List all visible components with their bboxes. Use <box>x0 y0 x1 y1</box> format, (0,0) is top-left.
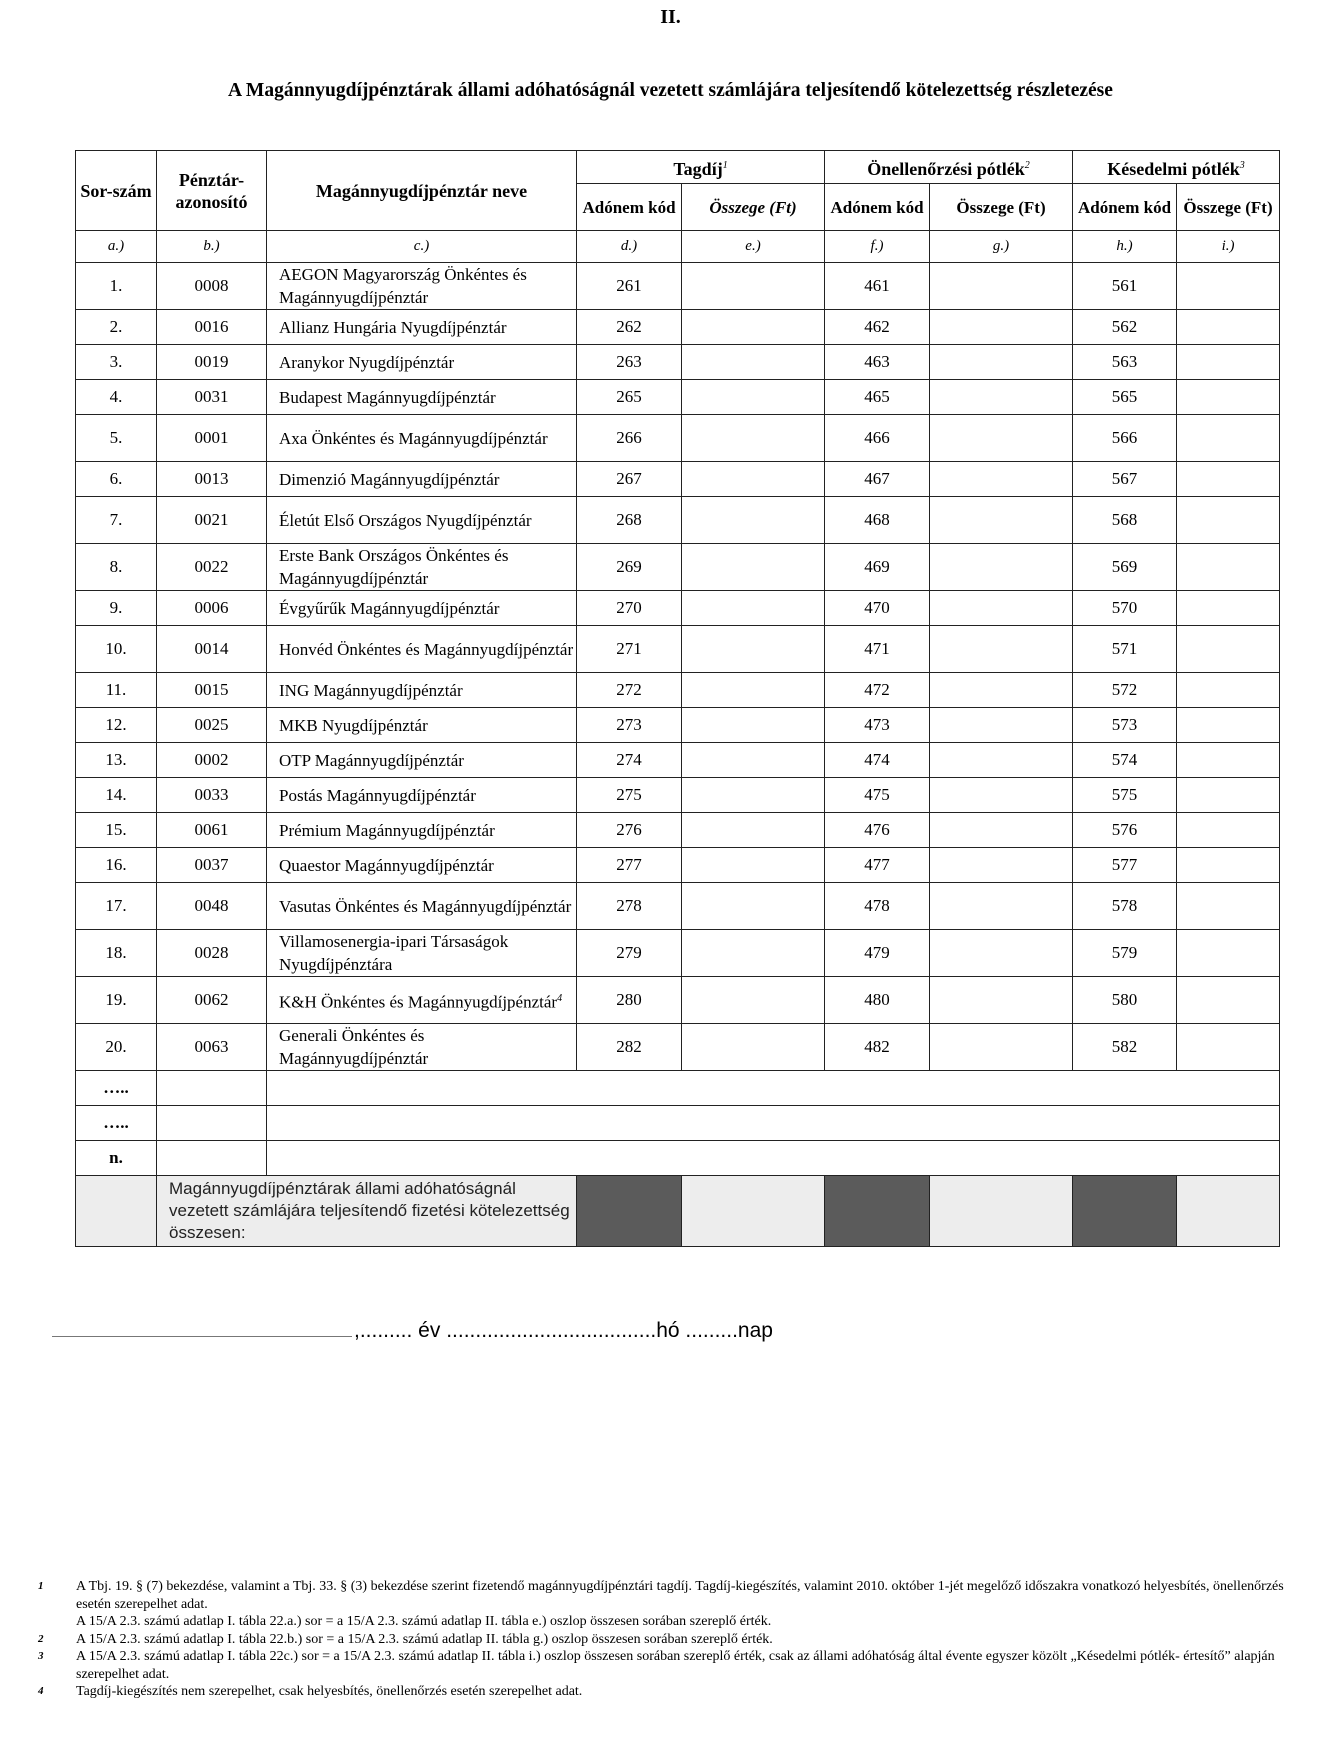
footnote-text: A 15/A 2.3. számú adatlap I. tábla 22.b.) sor = a 15/A 2.3. számú adatlap II. tábla g.) oszlop összesen sorában szereplő érték. <box>76 1631 773 1647</box>
fund-name: Dimenzió Magánnyugdíjpénztár <box>267 462 577 497</box>
onell-osszeg <box>930 345 1073 380</box>
fund-id: 0048 <box>157 883 267 930</box>
kesed-kod: 565 <box>1073 380 1177 415</box>
table-row <box>76 462 1280 497</box>
kesed-osszeg <box>1177 544 1280 591</box>
onell-kod: 473 <box>825 708 930 743</box>
kesed-kod: 580 <box>1073 977 1177 1024</box>
kesed-kod: 574 <box>1073 743 1177 778</box>
header-sorszam: Sor-szám <box>76 151 157 231</box>
footnote-2 <box>38 1631 1308 1649</box>
table-row <box>76 778 1280 813</box>
tagdij-osszeg <box>682 1024 825 1071</box>
kesed-osszeg <box>1177 1024 1280 1071</box>
onell-kod: 476 <box>825 813 930 848</box>
fund-id: 0014 <box>157 626 267 673</box>
tagdij-kod: 262 <box>577 310 682 345</box>
fund-id: 0016 <box>157 310 267 345</box>
fund-name: Allianz Hungária Nyugdíjpénztár <box>267 310 577 345</box>
onell-osszeg <box>930 883 1073 930</box>
tagdij-osszeg <box>682 977 825 1024</box>
table-row <box>76 345 1280 380</box>
fund-name: Villamosenergia-ipari Társaságok Nyugdíjpénztára <box>267 930 577 977</box>
fund-name: Vasutas Önkéntes és Magánnyugdíjpénztár <box>267 883 577 930</box>
tagdij-kod: 261 <box>577 263 682 310</box>
footnote-marker: 2 <box>38 1632 44 1645</box>
fund-id: 0022 <box>157 544 267 591</box>
fund-name: Postás Magánnyugdíjpénztár <box>267 778 577 813</box>
kesed-kod: 579 <box>1073 930 1177 977</box>
table-row <box>76 883 1280 930</box>
tagdij-kod: 272 <box>577 673 682 708</box>
kesed-osszeg <box>1177 673 1280 708</box>
onell-kod: 471 <box>825 626 930 673</box>
onell-kod: 466 <box>825 415 930 462</box>
kesed-kod: 576 <box>1073 813 1177 848</box>
fund-id: 0037 <box>157 848 267 883</box>
kesed-kod: 568 <box>1073 497 1177 544</box>
row-number: 5. <box>76 415 157 462</box>
tagdij-osszeg <box>682 743 825 778</box>
onell-osszeg <box>930 708 1073 743</box>
kesed-osszeg <box>1177 778 1280 813</box>
fund-id <box>157 1106 267 1141</box>
header-kesed-osszeg: Összege (Ft) <box>1177 184 1280 231</box>
kesed-osszeg <box>1177 263 1280 310</box>
onell-osszeg <box>930 813 1073 848</box>
onell-osszeg <box>930 778 1073 813</box>
kesed-osszeg <box>1177 497 1280 544</box>
kesed-osszeg <box>1177 708 1280 743</box>
place-blank <box>52 1318 352 1337</box>
kesed-osszeg <box>1177 462 1280 497</box>
kesed-kod: 572 <box>1073 673 1177 708</box>
onell-osszeg <box>930 380 1073 415</box>
onell-kod: 480 <box>825 977 930 1024</box>
footnote-text: Tagdíj-kiegészítés nem szerepelhet, csak helyesbítés, önellenőrzés esetén szerepelhet adat. <box>76 1684 583 1699</box>
header-kesed-kod: Adónem kód <box>1073 184 1177 231</box>
table-row <box>76 497 1280 544</box>
kesed-kod: 571 <box>1073 626 1177 673</box>
onell-kod: 462 <box>825 310 930 345</box>
row-number: ….. <box>76 1106 157 1141</box>
fund-id: 0063 <box>157 1024 267 1071</box>
tagdij-kod: 270 <box>577 591 682 626</box>
fund-name: ING Magánnyugdíjpénztár <box>267 673 577 708</box>
onell-kod: 465 <box>825 380 930 415</box>
tagdij-osszeg <box>682 778 825 813</box>
footnote-1 <box>38 1613 1308 1631</box>
footnote-1 <box>38 1578 1308 1613</box>
table-row <box>76 591 1280 626</box>
row-number: 14. <box>76 778 157 813</box>
fund-id: 0015 <box>157 673 267 708</box>
fund-id: 0006 <box>157 591 267 626</box>
onell-kod: 467 <box>825 462 930 497</box>
row-number: 12. <box>76 708 157 743</box>
total-kesed-osszeg <box>1177 1176 1280 1247</box>
kesed-kod: 577 <box>1073 848 1177 883</box>
tagdij-osszeg <box>682 930 825 977</box>
onell-kod: 475 <box>825 778 930 813</box>
footnote-4 <box>38 1683 1308 1701</box>
onell-kod: 463 <box>825 345 930 380</box>
tagdij-osszeg <box>682 673 825 708</box>
onell-kod: 472 <box>825 673 930 708</box>
column-letter: h.) <box>1073 231 1177 263</box>
column-letter: d.) <box>577 231 682 263</box>
row-number: 9. <box>76 591 157 626</box>
table-row <box>76 708 1280 743</box>
kesed-kod: 566 <box>1073 415 1177 462</box>
column-letter: b.) <box>157 231 267 263</box>
tagdij-osszeg <box>682 263 825 310</box>
date-template: ,......... év ....................................hó .........nap <box>354 1319 773 1342</box>
header-tagdij: Tagdíj$^1$ <box>577 151 825 184</box>
blank-row <box>76 1141 1280 1176</box>
footnote-marker: 4 <box>38 1685 44 1697</box>
row-number: 20. <box>76 1024 157 1071</box>
fund-id <box>157 1071 267 1106</box>
total-label: Magánnyugdíjpénztárak állami adóhatóságnál vezetett számlájára teljesítendő fizetési kötelezettség összesen: <box>157 1176 577 1247</box>
row-number: 4. <box>76 380 157 415</box>
footnotes <box>38 1578 1308 1701</box>
tagdij-kod: 266 <box>577 415 682 462</box>
onell-osszeg <box>930 263 1073 310</box>
onell-osszeg <box>930 930 1073 977</box>
pension-fund-table <box>75 150 1280 1247</box>
tagdij-osszeg <box>682 813 825 848</box>
row-number: 7. <box>76 497 157 544</box>
fund-id: 0002 <box>157 743 267 778</box>
tagdij-osszeg <box>682 345 825 380</box>
total-onell-kod <box>825 1176 930 1247</box>
row-number: 10. <box>76 626 157 673</box>
header-tagdij-kod: Adónem kód <box>577 184 682 231</box>
row-number: 2. <box>76 310 157 345</box>
fund-id: 0033 <box>157 778 267 813</box>
fund-id: 0008 <box>157 263 267 310</box>
kesed-osszeg <box>1177 813 1280 848</box>
blank-row <box>76 1106 1280 1141</box>
table-row <box>76 743 1280 778</box>
tagdij-osszeg <box>682 310 825 345</box>
kesed-osszeg <box>1177 743 1280 778</box>
tagdij-kod: 274 <box>577 743 682 778</box>
tagdij-osszeg <box>682 380 825 415</box>
kesed-osszeg <box>1177 977 1280 1024</box>
column-letter-row <box>76 231 1280 263</box>
kesed-kod: 569 <box>1073 544 1177 591</box>
kesed-osszeg <box>1177 310 1280 345</box>
tagdij-kod: 275 <box>577 778 682 813</box>
footnote-text: A 15/A 2.3. számú adatlap I. tábla 22.a.) sor = a 15/A 2.3. számú adatlap II. tábla e.) oszlop összesen sorában szereplő érték. <box>76 1614 772 1629</box>
kesed-kod: 573 <box>1073 708 1177 743</box>
onell-kod: 479 <box>825 930 930 977</box>
fund-name: MKB Nyugdíjpénztár <box>267 708 577 743</box>
fund-name: Életút Első Országos Nyugdíjpénztár <box>267 497 577 544</box>
tagdij-osszeg <box>682 497 825 544</box>
onell-kod: 477 <box>825 848 930 883</box>
fund-id: 0061 <box>157 813 267 848</box>
total-tagdij-osszeg <box>682 1176 825 1247</box>
header-penztar-azonosito: Pénztár-azonosító <box>157 151 267 231</box>
tagdij-kod: 277 <box>577 848 682 883</box>
header-onell-kod: Adónem kód <box>825 184 930 231</box>
tagdij-osszeg <box>682 626 825 673</box>
tagdij-osszeg <box>682 848 825 883</box>
tagdij-kod: 282 <box>577 1024 682 1071</box>
kesed-kod: 575 <box>1073 778 1177 813</box>
fund-name: Erste Bank Országos Önkéntes és Magánnyugdíjpénztár <box>267 544 577 591</box>
table-row <box>76 1024 1280 1071</box>
onell-osszeg <box>930 415 1073 462</box>
fund-id: 0013 <box>157 462 267 497</box>
table-row <box>76 930 1280 977</box>
kesed-osszeg <box>1177 848 1280 883</box>
fund-id: 0062 <box>157 977 267 1024</box>
tagdij-kod: 271 <box>577 626 682 673</box>
footnote-text: A Tbj. 19. § (7) bekezdése, valamint a Tbj. 33. § (3) bekezdése szerint fizetendő magánnyugdíjpénztári tagdíj. Tagdíj-kiegészítés, valamint 2010. október 1-jét megelőző időszakra vonatkozó helyesbítés, önellenőrzés esetén szerepelhet adat. <box>76 1579 1284 1612</box>
column-letter: a.) <box>76 231 157 263</box>
column-letter: f.) <box>825 231 930 263</box>
column-letter: e.) <box>682 231 825 263</box>
tagdij-kod: 278 <box>577 883 682 930</box>
fund-id: 0019 <box>157 345 267 380</box>
column-letter: g.) <box>930 231 1073 263</box>
row-number: 19. <box>76 977 157 1024</box>
table-row <box>76 977 1280 1024</box>
tagdij-kod: 268 <box>577 497 682 544</box>
footnote-3 <box>38 1648 1308 1683</box>
onell-osszeg <box>930 462 1073 497</box>
table-row <box>76 380 1280 415</box>
tagdij-kod: 276 <box>577 813 682 848</box>
section-number: II. <box>660 6 681 28</box>
onell-kod: 468 <box>825 497 930 544</box>
row-number: 11. <box>76 673 157 708</box>
total-row <box>76 1176 1280 1247</box>
onell-osszeg <box>930 977 1073 1024</box>
kesed-osszeg <box>1177 591 1280 626</box>
row-number: 3. <box>76 345 157 380</box>
onell-osszeg <box>930 591 1073 626</box>
column-letter: i.) <box>1177 231 1280 263</box>
table-row <box>76 813 1280 848</box>
table-row <box>76 415 1280 462</box>
tagdij-osszeg <box>682 708 825 743</box>
total-kesed-kod <box>1073 1176 1177 1247</box>
row-number: 16. <box>76 848 157 883</box>
kesed-kod: 578 <box>1073 883 1177 930</box>
header-tagdij-osszeg: Összege (Ft) <box>682 184 825 231</box>
onell-osszeg <box>930 743 1073 778</box>
blank-cell <box>267 1141 1280 1176</box>
tagdij-kod: 279 <box>577 930 682 977</box>
kesed-osszeg <box>1177 380 1280 415</box>
kesed-kod: 562 <box>1073 310 1177 345</box>
kesed-kod: 570 <box>1073 591 1177 626</box>
kesed-kod: 567 <box>1073 462 1177 497</box>
table-row <box>76 263 1280 310</box>
kesed-osszeg <box>1177 626 1280 673</box>
header-nev: Magánnyugdíjpénztár neve <box>267 151 577 231</box>
total-onell-osszeg <box>930 1176 1073 1247</box>
tagdij-kod: 273 <box>577 708 682 743</box>
tagdij-kod: 265 <box>577 380 682 415</box>
row-number: 1. <box>76 263 157 310</box>
kesed-kod: 561 <box>1073 263 1177 310</box>
onell-kod: 482 <box>825 1024 930 1071</box>
tagdij-kod: 269 <box>577 544 682 591</box>
row-number: ….. <box>76 1071 157 1106</box>
footnote-marker: 3 <box>38 1650 44 1662</box>
fund-name: OTP Magánnyugdíjpénztár <box>267 743 577 778</box>
onell-osszeg <box>930 544 1073 591</box>
fund-name: Budapest Magánnyugdíjpénztár <box>267 380 577 415</box>
kesed-kod: 563 <box>1073 345 1177 380</box>
header-onell-osszeg: Összege (Ft) <box>930 184 1073 231</box>
fund-id: 0028 <box>157 930 267 977</box>
tagdij-osszeg <box>682 415 825 462</box>
fund-name: Honvéd Önkéntes és Magánnyugdíjpénztár <box>267 626 577 673</box>
row-number: 8. <box>76 544 157 591</box>
fund-name: Axa Önkéntes és Magánnyugdíjpénztár <box>267 415 577 462</box>
onell-kod: 474 <box>825 743 930 778</box>
tagdij-kod: 280 <box>577 977 682 1024</box>
tagdij-osszeg <box>682 591 825 626</box>
page-title: A Magánnyugdíjpénztárak állami adóhatóságnál vezetett számlájára teljesítendő kötelezettség részletezése <box>228 80 1113 101</box>
date-line <box>52 1318 773 1343</box>
tagdij-osszeg <box>682 544 825 591</box>
table-row <box>76 626 1280 673</box>
fund-id: 0021 <box>157 497 267 544</box>
header-kesedelmi: Késedelmi pótlék$^3$ <box>1073 151 1280 184</box>
fund-name: AEGON Magyarország Önkéntes és Magánnyugdíjpénztár <box>267 263 577 310</box>
onell-osszeg <box>930 1024 1073 1071</box>
table-row <box>76 848 1280 883</box>
row-number: 18. <box>76 930 157 977</box>
total-blank <box>76 1176 157 1247</box>
blank-cell <box>267 1071 1280 1106</box>
row-number: 13. <box>76 743 157 778</box>
kesed-kod: 582 <box>1073 1024 1177 1071</box>
fund-name: K&H Önkéntes és Magánnyugdíjpénztár$^4$ <box>267 977 577 1024</box>
kesed-osszeg <box>1177 415 1280 462</box>
fund-id: 0025 <box>157 708 267 743</box>
fund-id <box>157 1141 267 1176</box>
kesed-osszeg <box>1177 345 1280 380</box>
blank-cell <box>267 1106 1280 1141</box>
fund-name: Aranykor Nyugdíjpénztár <box>267 345 577 380</box>
onell-osszeg <box>930 848 1073 883</box>
fund-name: Quaestor Magánnyugdíjpénztár <box>267 848 577 883</box>
onell-osszeg <box>930 497 1073 544</box>
fund-id: 0001 <box>157 415 267 462</box>
footnote-text: A 15/A 2.3. számú adatlap I. tábla 22c.) sor = a 15/A 2.3. számú adatlap II. tábla i.) oszlop összesen sorában szereplő érték, csak az állami adóhatóság által évente egyszer közölt „Késedelmi pótlék- értesítő” alapján szerepelhet adat. <box>76 1649 1275 1682</box>
onell-osszeg <box>930 310 1073 345</box>
onell-kod: 461 <box>825 263 930 310</box>
tagdij-osszeg <box>682 462 825 497</box>
row-number: n. <box>76 1141 157 1176</box>
kesed-osszeg <box>1177 930 1280 977</box>
fund-name: Generali Önkéntes és Magánnyugdíjpénztár <box>267 1024 577 1071</box>
column-letter: c.) <box>267 231 577 263</box>
fund-id: 0031 <box>157 380 267 415</box>
tagdij-kod: 267 <box>577 462 682 497</box>
row-number: 15. <box>76 813 157 848</box>
tagdij-kod: 263 <box>577 345 682 380</box>
onell-osszeg <box>930 673 1073 708</box>
row-number: 6. <box>76 462 157 497</box>
tagdij-osszeg <box>682 883 825 930</box>
footnote-marker: 1 <box>38 1580 44 1592</box>
header-onellenorzesi: Önellenőrzési pótlék$^2$ <box>825 151 1073 184</box>
onell-osszeg <box>930 626 1073 673</box>
onell-kod: 478 <box>825 883 930 930</box>
total-tagdij-kod <box>577 1176 682 1247</box>
blank-row <box>76 1071 1280 1106</box>
fund-name: Évgyűrűk Magánnyugdíjpénztár <box>267 591 577 626</box>
kesed-osszeg <box>1177 883 1280 930</box>
table-row <box>76 673 1280 708</box>
onell-kod: 470 <box>825 591 930 626</box>
onell-kod: 469 <box>825 544 930 591</box>
table-row <box>76 544 1280 591</box>
row-number: 17. <box>76 883 157 930</box>
table-row <box>76 310 1280 345</box>
fund-name: Prémium Magánnyugdíjpénztár <box>267 813 577 848</box>
